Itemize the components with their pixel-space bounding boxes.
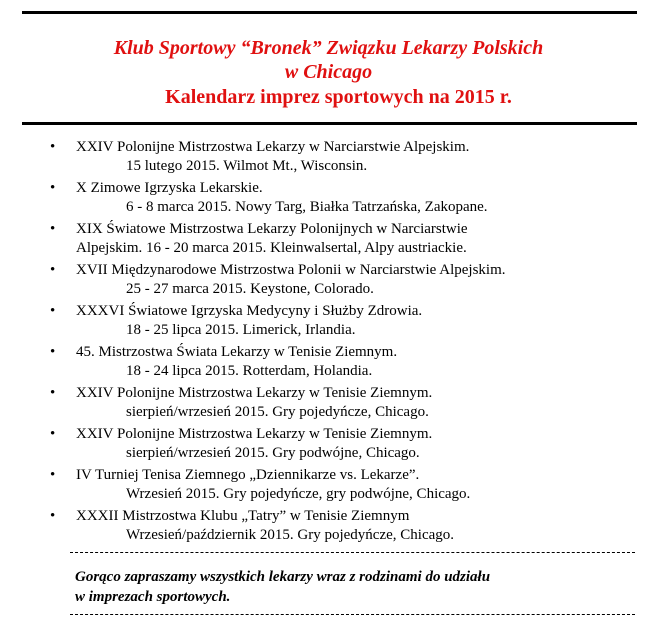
event-detail: sierpień/wrzesień 2015. Gry podwójne, Chicago. <box>126 445 420 461</box>
event-item <box>50 506 640 547</box>
event-item <box>50 465 640 506</box>
event-title: XXXVI Światowe Igrzyska Medycyny i Służby Zdrowia. <box>76 303 423 319</box>
event-detail: Alpejskim. 16 - 20 marca 2015. Kleinwalsertal, Alpy austriackie. <box>76 240 467 256</box>
invitation-note <box>75 567 635 607</box>
bullet: • <box>50 385 56 401</box>
event-title: XXIV Polonijne Mistrzostwa Lekarzy w Tenisie Ziemnym. <box>76 385 433 401</box>
club-city: w Chicago <box>284 61 373 83</box>
event-list <box>50 137 640 547</box>
bullet: • <box>50 426 56 442</box>
event-detail: 6 - 8 marca 2015. Nowy Targ, Białka Tatrzańska, Zakopane. <box>126 199 488 215</box>
event-item <box>50 342 640 383</box>
document-header <box>0 36 657 110</box>
event-item <box>50 383 640 424</box>
event-detail: sierpień/wrzesień 2015. Gry pojedyńcze, Chicago. <box>126 404 429 420</box>
event-title: XXXII Mistrzostwa Klubu „Tatry” w Tenisie Ziemnym <box>76 508 410 524</box>
event-title: 45. Mistrzostwa Świata Lekarzy w Tenisie Ziemnym. <box>76 344 398 360</box>
bullet: • <box>50 508 56 524</box>
event-title: IV Turniej Tenisa Ziemnego „Dziennikarze vs. Lekarze”. <box>76 467 420 483</box>
event-title: X Zimowe Igrzyska Lekarskie. <box>76 180 263 196</box>
event-item <box>50 260 640 301</box>
bullet: • <box>50 467 56 483</box>
club-name: Klub Sportowy “Bronek” Związku Lekarzy Polskich <box>113 37 544 59</box>
event-item <box>50 178 640 219</box>
event-item <box>50 137 640 178</box>
bullet: • <box>50 221 56 237</box>
bullet: • <box>50 262 56 278</box>
event-detail: Wrzesień/październik 2015. Gry pojedyńcze, Chicago. <box>126 527 455 543</box>
event-detail: Wrzesień 2015. Gry pojedyńcze, gry podwójne, Chicago. <box>126 486 471 502</box>
event-item <box>50 424 640 465</box>
event-title: XVII Międzynarodowe Mistrzostwa Polonii w Narciarstwie Alpejskim. <box>76 262 506 278</box>
event-title: XXIV Polonijne Mistrzostwa Lekarzy w Narciarstwie Alpejskim. <box>76 139 470 155</box>
top-rule <box>22 11 637 14</box>
header-rule <box>22 122 637 125</box>
event-detail: 25 - 27 marca 2015. Keystone, Colorado. <box>126 281 374 297</box>
bullet: • <box>50 180 56 196</box>
invitation-line: Gorąco zapraszamy wszystkich lekarzy wraz z rodzinami do udziału <box>75 569 491 585</box>
dashed-divider <box>70 614 635 615</box>
event-detail: 15 lutego 2015. Wilmot Mt., Wisconsin. <box>126 158 368 174</box>
invitation-line: w imprezach sportowych. <box>75 589 231 605</box>
event-item <box>50 301 640 342</box>
event-title: XIX Światowe Mistrzostwa Lekarzy Polonijnych w Narciarstwie <box>76 221 468 237</box>
event-item <box>50 219 640 260</box>
calendar-title: Kalendarz imprez sportowych na 2015 r. <box>165 86 512 108</box>
event-detail: 18 - 24 lipca 2015. Rotterdam, Holandia. <box>126 363 373 379</box>
event-title: XXIV Polonijne Mistrzostwa Lekarzy w Tenisie Ziemnym. <box>76 426 433 442</box>
bullet: • <box>50 344 56 360</box>
bullet: • <box>50 303 56 319</box>
bullet: • <box>50 139 56 155</box>
event-detail: 18 - 25 lipca 2015. Limerick, Irlandia. <box>126 322 356 338</box>
dashed-divider <box>70 552 635 553</box>
